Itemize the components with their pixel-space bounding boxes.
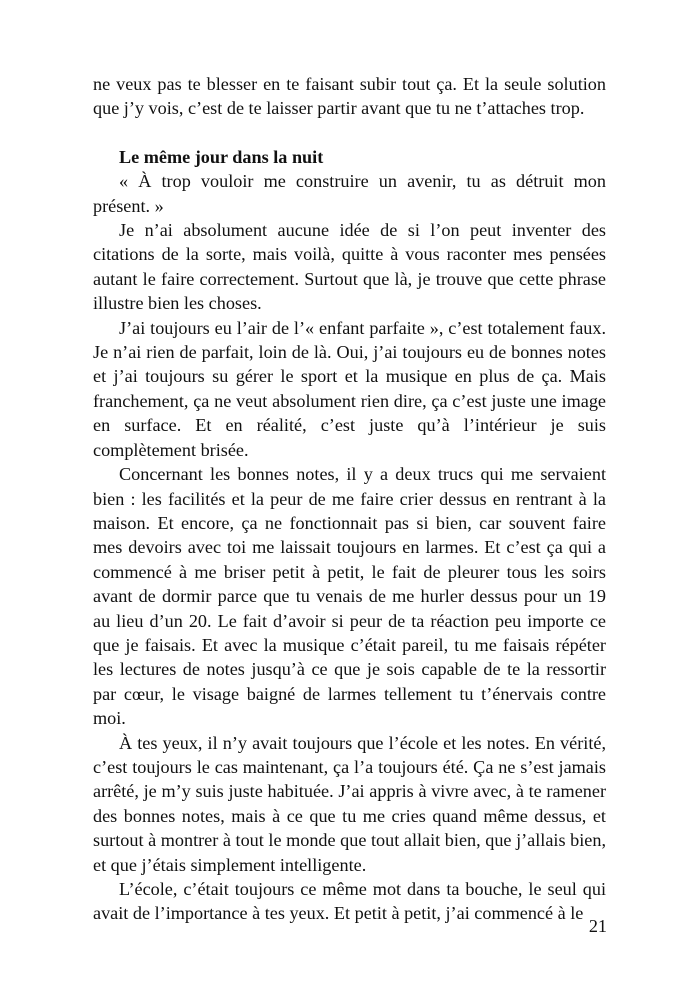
paragraph: Je n’ai absolument aucune idée de si l’on peut inventer des citations de la sorte, mais voilà, quitte à vous raconter mes pensées autant le faire correctement. Surtout que là, je trouve que cette phrase illustre bien les choses. bbox=[93, 220, 606, 314]
book-page-text bbox=[93, 72, 606, 926]
paragraph: À tes yeux, il n’y avait toujours que l’école et les notes. En vérité, c’est toujours le cas maintenant, ça l’a toujours été. Ça ne s’est jamais arrêté, je m’y suis juste habituée. J’ai appris à vivre avec, à te ramener des bonnes notes, mais à ce que tu me cries quand même dessus, et surtout à montrer à tout le monde que tout allait bien, que j’allais bien, et que j’étais simplement intelligente. bbox=[93, 732, 606, 875]
section-heading: Le même jour dans la nuit bbox=[119, 146, 324, 167]
paragraph: Concernant les bonnes notes, il y a deux trucs qui me servaient bien : les facilités et la peur de me faire crier dessus en rentrant à la maison. Et encore, ça ne fonctionnait pas si bien, car souvent faire mes devoirs avec toi me laissait toujours en larmes. Et c’est ça qui a commencé à me briser petit à petit, le fait de pleurer tous les soirs avant de dormir parce que tu venais de me hurler dessus pour un 19 au lieu d’un 20. Le fait d’avoir si peur de ta réaction peu importe ce que je faisais. Et avec la musique c’était pareil, tu me faisais répéter les lectures de notes jusqu’à ce que je sois capable de te la ressortir par cœur, le visage baigné de larmes tellement tu t’énervais contre moi. bbox=[93, 464, 606, 729]
paragraph: J’ai toujours eu l’air de l’« enfant parfaite », c’est totalement faux. Je n’ai rien de parfait, loin de là. Oui, j’ai toujours eu de bonnes notes et j’ai toujours su gérer le sport et la musique en plus de ça. Mais franchement, ça ne veut absolument rien dire, ça c’est juste une image en surface. Et en réalité, c’est juste qu’à l’intérieur je suis complètement brisée. bbox=[93, 317, 606, 460]
paragraph-quote: « À trop vouloir me construire un avenir, tu as détruit mon présent. » bbox=[93, 171, 606, 216]
page-number: 21 bbox=[588, 916, 607, 936]
opening-paragraph: ne veux pas te blesser en te faisant subir tout ça. Et la seule solution que j’y vois, c’est de te laisser partir avant que tu ne t’attaches trop. bbox=[93, 74, 606, 119]
paragraph: L’école, c’était toujours ce même mot dans ta bouche, le seul qui avait de l’importance à tes yeux. Et petit à petit, j’ai commencé à le bbox=[93, 879, 606, 924]
